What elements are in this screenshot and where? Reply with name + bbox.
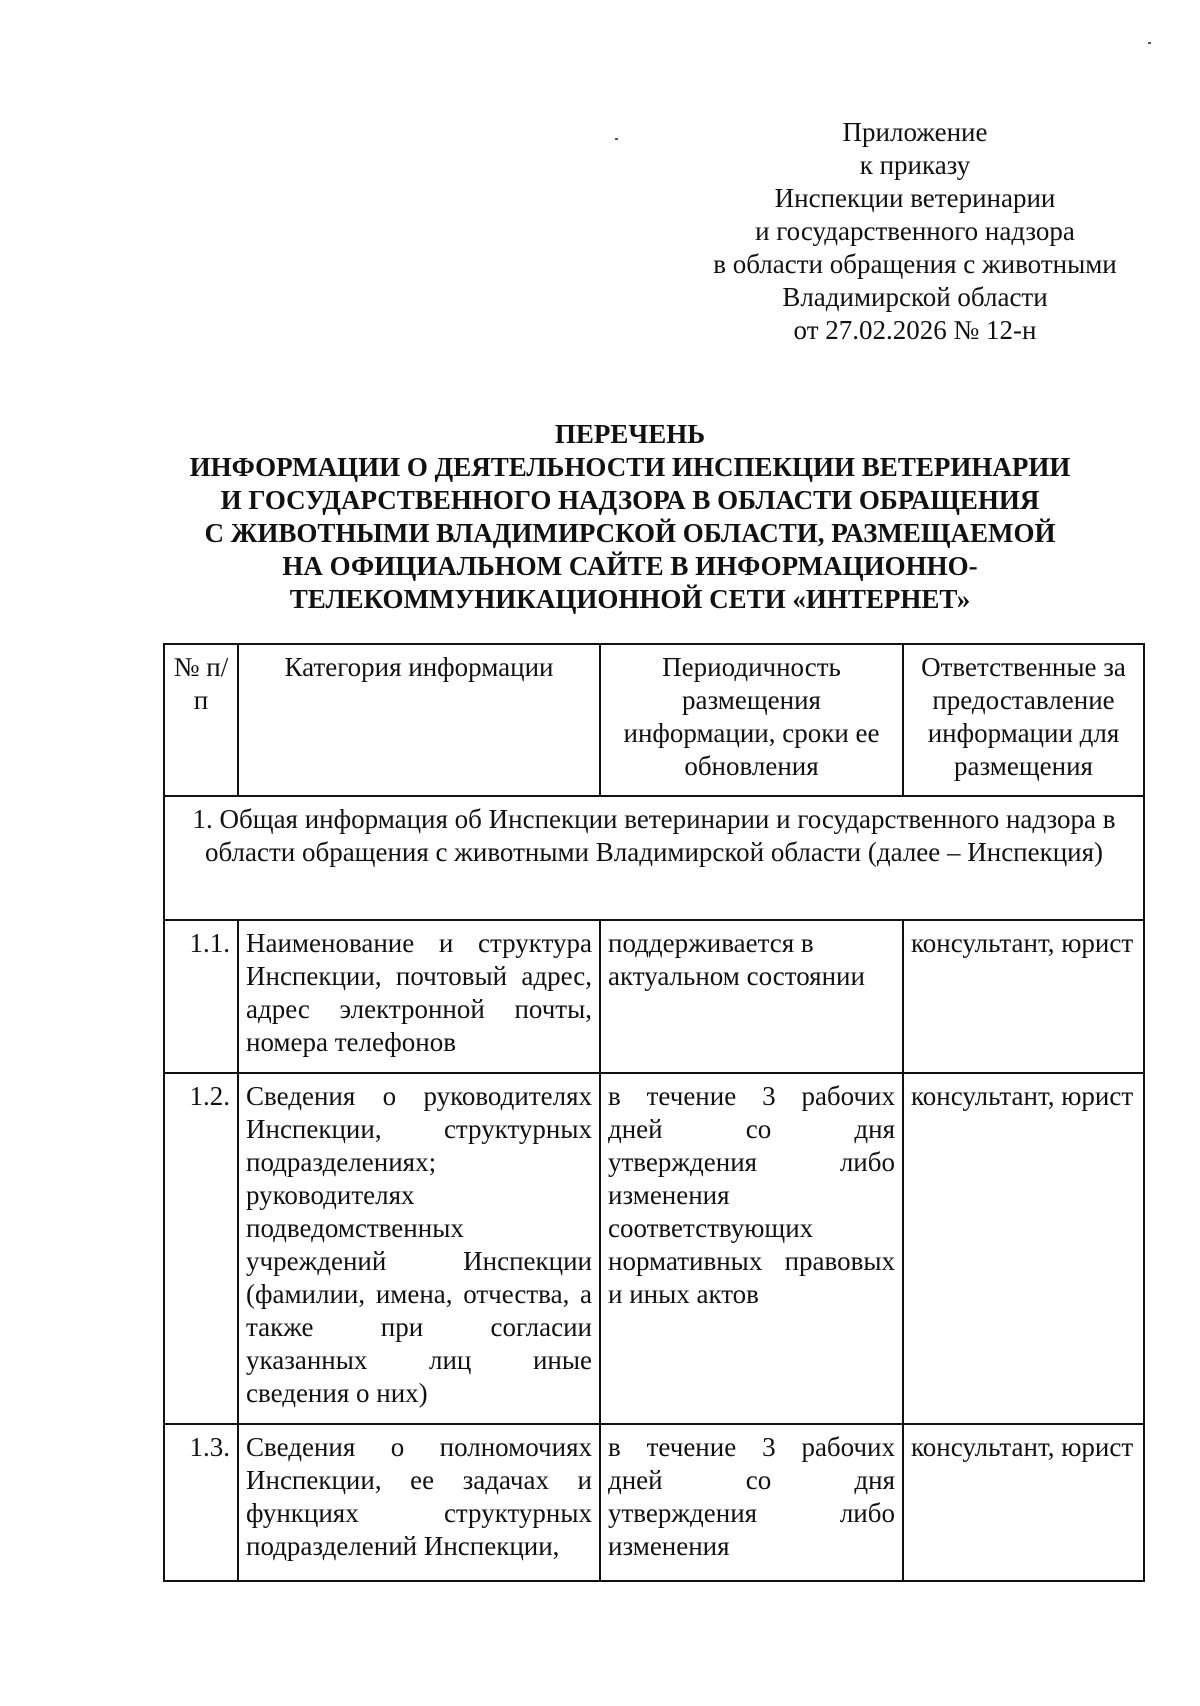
header-periodicity: Периодичность размещения информации, сроки ее обновления [600,644,903,796]
header-num: № п/п [164,644,238,796]
row-responsible: консультант, юрист [903,1073,1144,1424]
header-category: Категория информации [238,644,600,796]
row-num: 1.3. [164,1424,238,1581]
appendix-line: в области обращения с животными [713,249,1117,279]
appendix-header [680,116,1150,347]
row-responsible: консультант, юрист [903,1424,1144,1581]
title-line: И ГОСУДАРСТВЕННОГО НАДЗОРА В ОБЛАСТИ ОБРАЩЕНИЯ [220,485,1040,515]
row-periodicity: в течение 3 рабочих дней со дня утверждения либо изменения соответствующих нормативных правовых и иных актов [600,1073,903,1424]
title-line: ПЕРЕЧЕНЬ [554,419,706,449]
row-category: Сведения о полномочиях Инспекции, ее задачах и функциях структурных подразделений Инспекции, [238,1424,600,1581]
title-line: С ЖИВОТНЫМИ ВЛАДИМИРСКОЙ ОБЛАСТИ, РАЗМЕЩАЕМОЙ [204,518,1056,548]
row-periodicity: в течение 3 рабочих дней со дня утверждения либо изменения [600,1424,903,1581]
section-heading: 1. Общая информация об Инспекции ветеринарии и государственного надзора в области обращения с животными Владимирской области (далее – Инспекция) [164,796,1144,920]
appendix-line: Инспекции ветеринарии [774,183,1056,213]
row-responsible: консультант, юрист [903,920,1144,1073]
table-row [164,920,1144,1073]
appendix-order-date: от 27.02.2026 № 12-н [793,315,1037,345]
table-header-row [164,644,1144,796]
row-periodicity: поддерживается в актуальном состоянии [600,920,903,1073]
appendix-line: к приказу [859,150,971,180]
table-row [164,1073,1144,1424]
information-table [163,643,1145,1582]
section-row [164,796,1144,920]
title-line: ИНФОРМАЦИИ О ДЕЯТЕЛЬНОСТИ ИНСПЕКЦИИ ВЕТЕРИНАРИИ [189,452,1071,482]
scan-speck [615,138,618,140]
table-row [164,1424,1144,1581]
title-line: НА ОФИЦИАЛЬНОМ САЙТЕ В ИНФОРМАЦИОННО- [282,551,978,581]
row-category: Сведения о руководителях Инспекции, структурных подразделениях; руководителях подведомственных учреждений Инспекции (фамилии, имена, отчества, а также при согласии указанных лиц иные сведения о них) [238,1073,600,1424]
appendix-line: Владимирской области [782,282,1048,312]
row-num: 1.1. [164,920,238,1073]
appendix-line: и государственного надзора [755,216,1075,246]
appendix-line: Приложение [842,117,988,147]
title-line: ТЕЛЕКОММУНИКАЦИОННОЙ СЕТИ «ИНТЕРНЕТ» [289,584,971,614]
document-title [150,418,1110,616]
scan-speck [1148,42,1151,44]
row-category: Наименование и структура Инспекции, почтовый адрес, адрес электронной почты, номера телефонов [238,920,600,1073]
header-responsible: Ответственные за предоставление информации для размещения [903,644,1144,796]
row-num: 1.2. [164,1073,238,1424]
